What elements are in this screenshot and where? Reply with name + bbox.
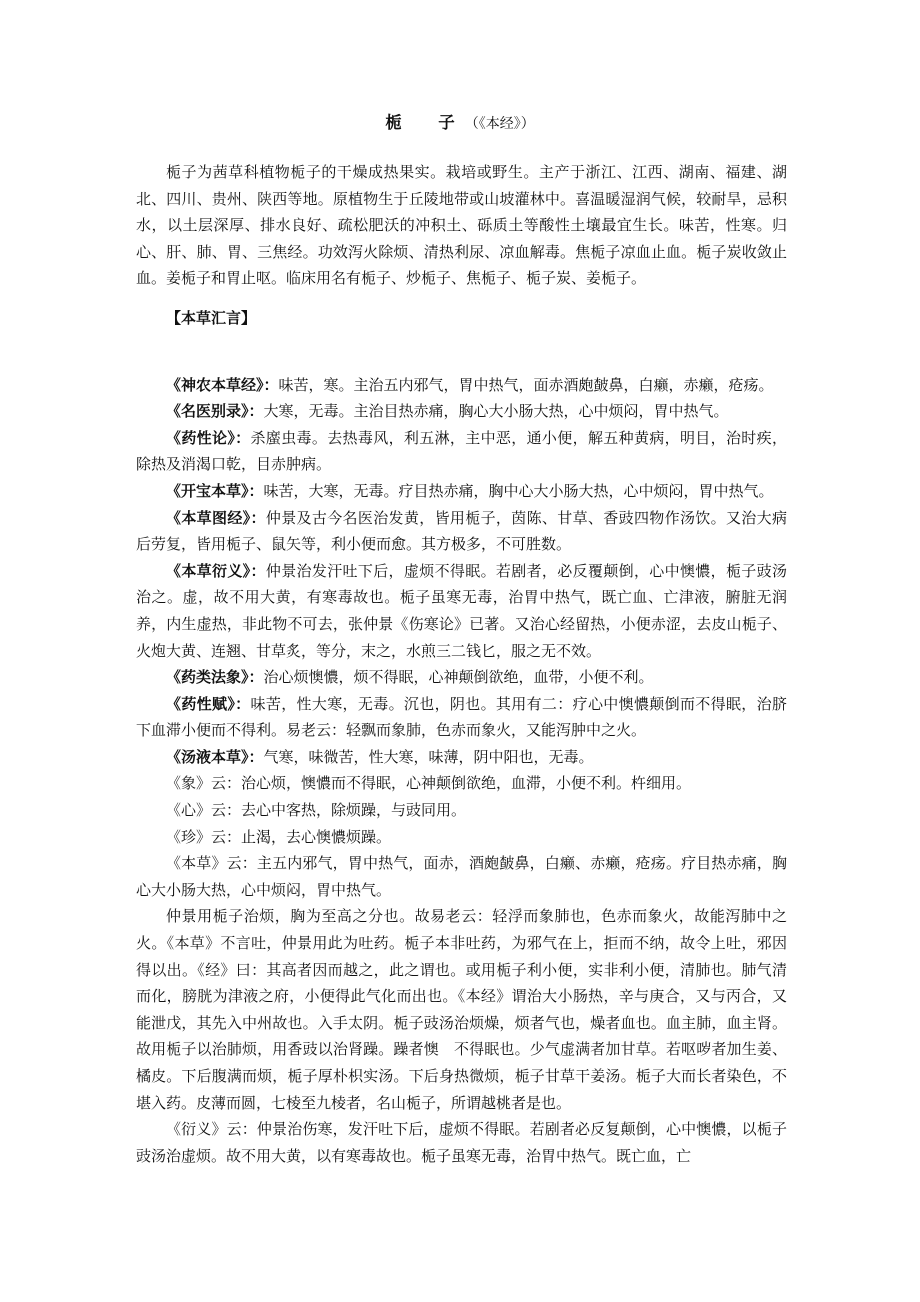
entry-text: 味苦，性大寒，无毒。沉也，阴也。其用有二：疗心中懊憹颠倒而不得眠，治脐下血滞小便而不得利。易老云：轻飘而象肺，色赤而象火，又能泻肿中之火。 [136,694,787,740]
entry-paragraph [136,505,787,558]
entry-source: 《珍》云： [166,827,242,846]
entry-source: 《药性论》： [166,428,251,447]
entry-text: 仲景治发汗吐下后，虚烦不得眠。若剧者，必反覆颠倒，心中懊憹，栀子豉汤治之。虚，故不用大黄，有寒毒故也。栀子虽寒无毒，治胃中热气，既亡血、亡津液，腑脏无润养，内生虚热，非此物不可去，张仲景《伤寒论》已著。又治心经留热，小便赤涩，去皮山栀子、火炮大黄、连翘、甘草炙，等分，末之，水煎三二钱匕，服之无不效。 [136,561,787,660]
entry-text: 杀䗪虫毒。去热毒风，利五淋，主中恶，通小便，解五种黄病，明目，治时疾，除热及消渴口乾，目赤肿病。 [136,428,787,474]
entry-paragraph [136,770,787,797]
entry-paragraph [136,824,787,851]
entry-text: 气寒，味微苦，性大寒，味薄，阴中阳也，无毒。 [263,747,594,766]
entry-text: 大寒，无毒。主治目热赤痛，胸心大小肠大热，心中烦闷，胃中热气。 [263,402,729,421]
entry-text: 味苦，大寒，无毒。疗目热赤痛，胸中心大小肠大热，心中烦闷，胃中热气。 [263,481,774,500]
entry-source: 《心》云： [166,801,242,820]
entry-source: 《象》云： [166,774,242,793]
entry-text: 治心烦，懊憹而不得眠，心神颠倒欲绝，血滞，小便不利。杵细用。 [241,774,692,793]
entry-paragraph [136,558,787,664]
entry-text: 止渴，去心懊憹烦躁。 [241,827,392,846]
entry-paragraph [136,797,787,824]
entry-text: 仲景及古今名医治发黄，皆用栀子，茵陈、甘草、香豉四物作汤饮。又治大病后劳复，皆用栀子、鼠矢等，利小便而愈。其方极多，不可胜数。 [136,508,787,554]
entry-paragraph [136,398,787,425]
entry-source: 《开宝本草》： [166,481,264,500]
entry-paragraph [136,903,787,1116]
intro-paragraph: 栀子为茜草科植物栀子的干燥成热果实。栽培或野生。主产于浙江、江西、湖南、福建、湖北、四川、贵州、陕西等地。原植物生于丘陵地带或山坡灌林中。喜温暖湿润气候，较耐旱，忌积水，以土层深厚、排水良好、疏松肥沃的冲积土、砾质土等酸性土壤最宜生长。味苦，性寒。归心、肝、肺、胃、三焦经。功效泻火除烦、清热利尿、凉血解毒。焦栀子凉血止血。栀子炭收敛止血。姜栀子和胃止呕。临床用名有栀子、炒栀子、焦栀子、栀子炭、姜栀子。 [136,163,787,288]
document-body [136,159,787,1169]
entry-source: 《本草衍义》： [166,561,266,580]
entry-source: 《衍义》云： [166,1120,257,1139]
entry-text: 主五内邪气，胃中热气，面赤，酒皰皶鼻，白癞、赤癞，疮疡。疗目热赤痛，胸心大小肠大热，心中烦闷，胃中热气。 [136,854,787,899]
entry-paragraph [136,1116,787,1169]
entry-source: 《本草》云： [166,854,257,873]
entry-paragraph [136,664,787,691]
page-title [0,112,920,135]
entry-paragraph [136,425,787,478]
entry-text: 去心中客热，除烦躁，与豉同用。 [241,801,467,820]
entry-text: 仲景治伤寒，发汗吐下后，虚烦不得眠。若剧者必反复颠倒，心中懊憹，以栀子豉汤治虚烦。故不用大黄，以有寒毒故也。栀子虽寒无毒，治胃中热气。既亡血，亡 [136,1120,787,1165]
herb-source: （《本经》） [464,116,535,132]
section-heading: 【本草汇言】 [166,308,257,327]
entry-source: 《药类法象》： [166,668,264,687]
entry-paragraph [136,478,787,505]
entry-source: 《名医别录》： [166,402,264,421]
entry-source: 《本草图经》： [166,508,266,527]
entry-paragraph [136,744,787,771]
entry-text: 治心烦懊憹，烦不得眠，心神颠倒欲绝，血带，小便不利。 [263,668,654,687]
entry-text: 味苦，寒。主治五内邪气，胃中热气，面赤酒皰皶鼻，白癞，赤癞，疮疡。 [278,375,774,394]
entry-paragraph [136,372,787,399]
entry-source: 《汤液本草》： [166,747,264,766]
entry-source: 《药性赋》： [166,694,251,713]
entry-source: 《神农本草经》： [166,375,279,394]
entry-paragraph [136,850,787,903]
entry-text: 仲景用栀子治烦，胸为至高之分也。故易老云：轻浮而象肺也，色赤而象火，故能泻肺中之火。《本草》不言吐，仲景用此为吐药。栀子本非吐药，为邪气在上，拒而不纳，故令上吐，邪因得以出。《经》曰：其高者因而越之，此之谓也。或用栀子利小便，实非利小便，清肺也。肺气清而化，膀胱为津液之府，小便得此气化而出也。《本经》谓治大小肠热，辛与庚合，又与丙合，又能泄戊，其先入中州故也。入手太阴。栀子豉汤治烦燥，烦者气也，燥者血也。血主肺，血主肾。故用栀子以治肺烦，用香豉以治肾躁。躁者懊 不得眠也。少气虚满者加甘草。若呕哕者加生姜、橘皮。下后腹满而烦，栀子厚朴枳实汤。下后身热微烦，栀子甘草干姜汤。栀子大而长者染色，不堪入药。皮薄而圆，七棱至九棱者，名山栀子，所谓越桃者是也。 [136,907,787,1112]
entry-paragraph [136,691,787,744]
herb-name: 栀 子 [385,113,465,132]
